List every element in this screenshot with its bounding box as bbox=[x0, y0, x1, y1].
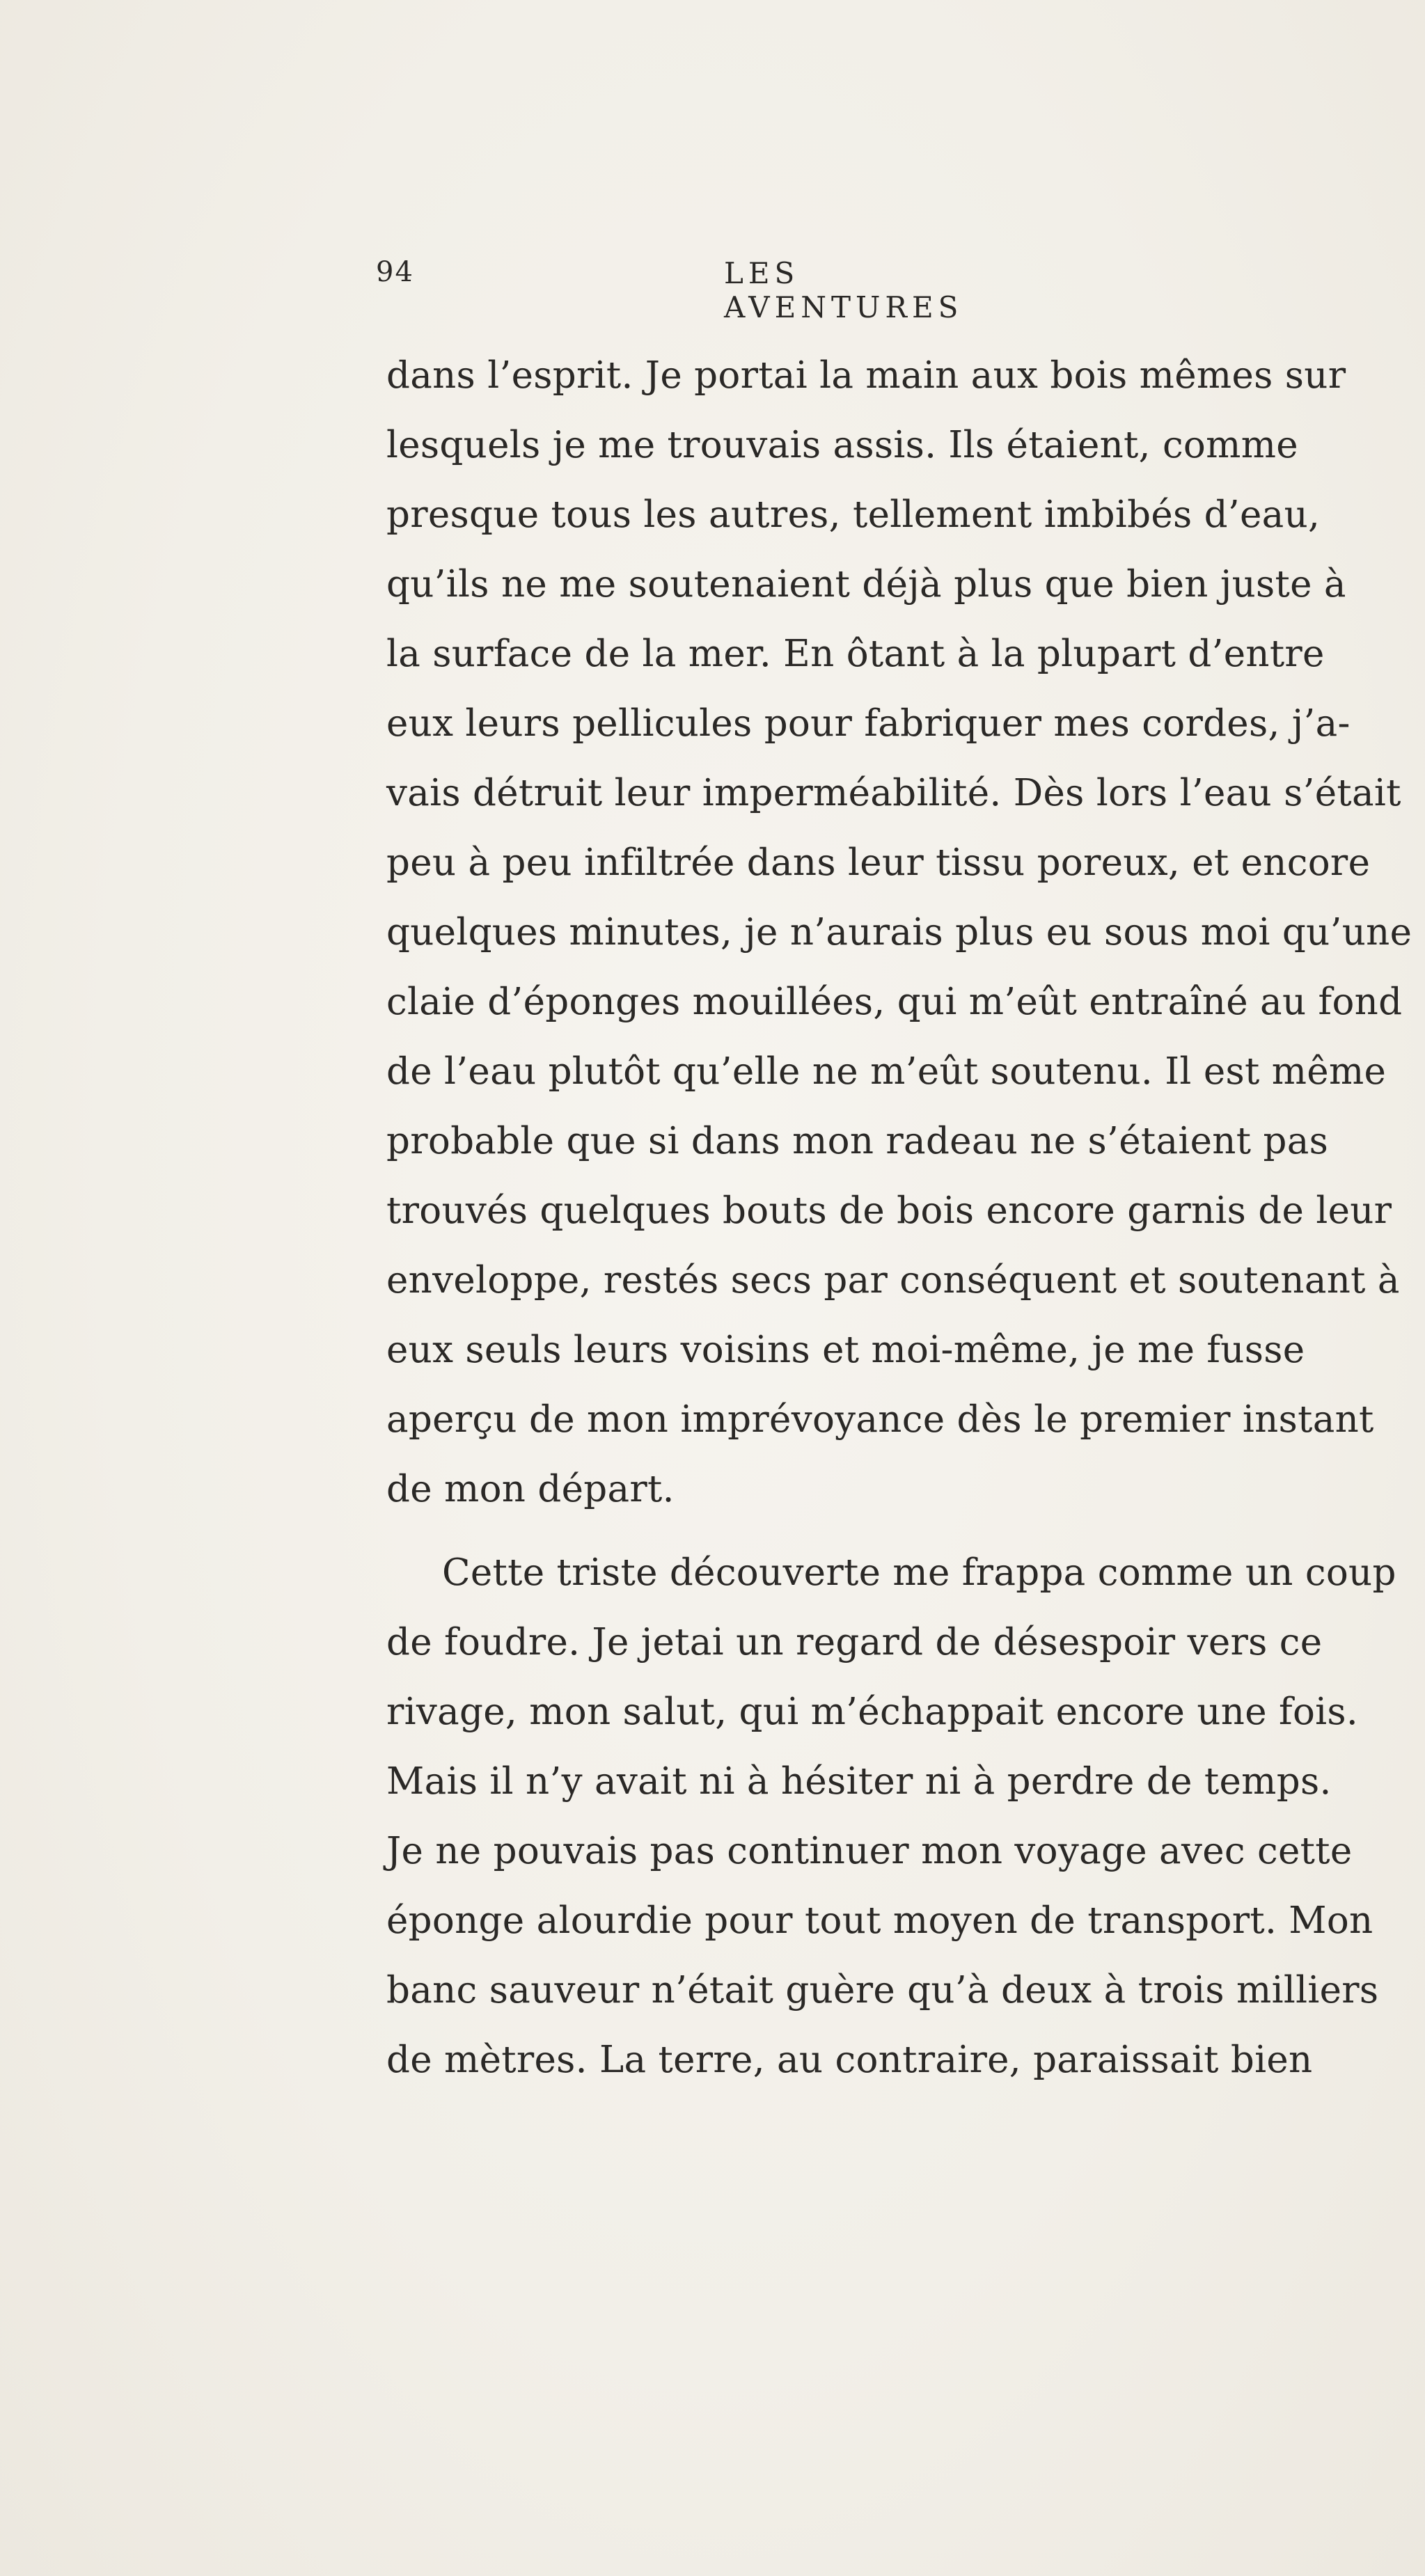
text-line: enveloppe, restés secs par conséquent et soutenant à bbox=[386, 1259, 1400, 1302]
text-line: rivage, mon salut, qui m’échappait encore une fois. bbox=[386, 1691, 1359, 1733]
text-line: aperçu de mon imprévoyance dès le premier instant bbox=[386, 1398, 1374, 1441]
text-line: eux leurs pellicules pour fabriquer mes cordes, j’a- bbox=[386, 702, 1351, 745]
text-line: Mais il n’y avait ni à hésiter ni à perdre de temps. bbox=[386, 1760, 1332, 1803]
text-line: de mètres. La terre, au contraire, paraissait bien bbox=[386, 2039, 1313, 2081]
text-line: dans l’esprit. Je portai la main aux bois mêmes sur bbox=[386, 354, 1346, 397]
page-header bbox=[376, 256, 1030, 324]
text-line: eux seuls leurs voisins et moi-même, je me fusse bbox=[386, 1329, 1305, 1371]
text-line: Je ne pouvais pas continuer mon voyage avec cette bbox=[386, 1830, 1353, 1872]
text-line: presque tous les autres, tellement imbibés d’eau, bbox=[386, 493, 1321, 536]
text-line: peu à peu infiltrée dans leur tissu poreux, et encore bbox=[386, 841, 1371, 884]
text-line: la surface de la mer. En ôtant à la plupart d’entre bbox=[386, 633, 1325, 675]
text-line: banc sauveur n’était guère qu’à deux à trois milliers bbox=[386, 1969, 1379, 2012]
text-line: de foudre. Je jetai un regard de désespoir vers ce bbox=[386, 1621, 1323, 1664]
paragraph-first-line: Cette triste découverte me frappa comme un coup bbox=[442, 1551, 1396, 1594]
text-line: probable que si dans mon radeau ne s’étaient pas bbox=[386, 1120, 1329, 1162]
running-head: LES AVENTURES bbox=[724, 256, 963, 324]
text-line: éponge alourdie pour tout moyen de transport. Mon bbox=[386, 1899, 1373, 1942]
page-number: 94 bbox=[376, 256, 414, 288]
text-line: claie d’éponges mouillées, qui m’eût entraîné au fond bbox=[386, 981, 1403, 1023]
text-line: de l’eau plutôt qu’elle ne m’eût soutenu. Il est même bbox=[386, 1050, 1387, 1093]
text-line: vais détruit leur imperméabilité. Dès lors l’eau s’était bbox=[386, 772, 1401, 814]
text-line: trouvés quelques bouts de bois encore garnis de leur bbox=[386, 1190, 1392, 1232]
text-line: quelques minutes, je n’aurais plus eu sous moi qu’une bbox=[386, 911, 1412, 954]
text-line: lesquels je me trouvais assis. Ils étaient, comme bbox=[386, 424, 1298, 466]
text-line: qu’ils ne me soutenaient déjà plus que bien juste à bbox=[386, 563, 1346, 606]
text-line: de mon départ. bbox=[386, 1468, 675, 1510]
